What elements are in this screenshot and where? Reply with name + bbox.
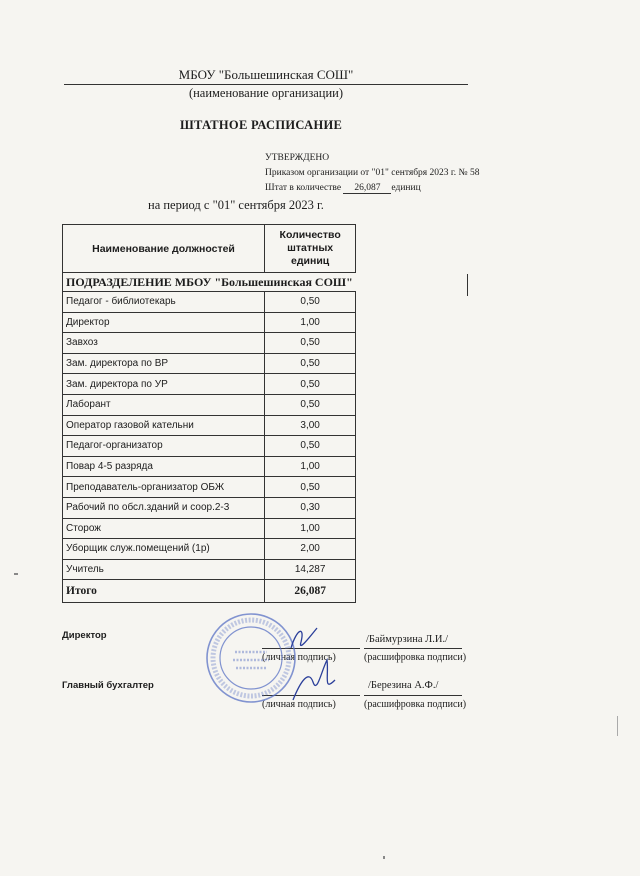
quantity-cell: 1,00 bbox=[265, 518, 356, 539]
quantity-cell: 2,00 bbox=[265, 539, 356, 560]
table-row bbox=[63, 292, 356, 313]
position-cell: Лаборант bbox=[63, 394, 265, 415]
position-cell: Сторож bbox=[63, 518, 265, 539]
document-title: ШТАТНОЕ РАСПИСАНИЕ bbox=[180, 118, 343, 132]
quantity-cell: 0,30 bbox=[265, 497, 356, 518]
column-header-quantity-line1: Количество bbox=[279, 229, 341, 241]
quantity-cell: 0,50 bbox=[265, 292, 356, 313]
period-line: на период с "01" сентября 2023 г. bbox=[148, 198, 324, 212]
table-row bbox=[63, 415, 356, 436]
table-row bbox=[63, 559, 356, 580]
accountant-label: Главный бухгалтер bbox=[62, 680, 154, 691]
quantity-cell: 1,00 bbox=[265, 312, 356, 333]
total-label: Итого bbox=[63, 580, 265, 603]
column-header-quantity-line2: штатных bbox=[287, 242, 334, 254]
position-cell: Завхоз bbox=[63, 333, 265, 354]
signature-scribbles bbox=[283, 620, 353, 710]
staff-count-suffix: единиц bbox=[391, 183, 421, 193]
table-row bbox=[63, 436, 356, 457]
table-row bbox=[63, 456, 356, 477]
quantity-cell: 0,50 bbox=[265, 477, 356, 498]
stamp-text-band bbox=[213, 620, 289, 696]
position-cell: Рабочий по обсл.зданий и соор.2-3 bbox=[63, 497, 265, 518]
quantity-cell: 0,50 bbox=[265, 394, 356, 415]
section-border-line bbox=[467, 274, 468, 296]
table-row bbox=[63, 333, 356, 354]
position-cell: Педагог - библиотекарь bbox=[63, 292, 265, 313]
scan-speck bbox=[383, 856, 385, 859]
column-header-position: Наименование должностей bbox=[63, 225, 265, 273]
director-name-line bbox=[364, 648, 462, 649]
total-value: 26,087 bbox=[265, 580, 356, 603]
director-name-hint: (расшифровка подписи) bbox=[364, 652, 467, 663]
quantity-cell: 0,50 bbox=[265, 333, 356, 354]
stamp-inner-ring bbox=[220, 627, 282, 689]
accountant-signature-hint: (личная подпись) bbox=[262, 699, 336, 710]
approval-order: Приказом организации от "01" сентября 2023 г. № 58 bbox=[265, 168, 480, 178]
approval-label: УТВЕРЖДЕНО bbox=[265, 153, 330, 163]
director-label: Директор bbox=[62, 630, 107, 641]
position-cell: Преподаватель-организатор ОБЖ bbox=[63, 477, 265, 498]
staff-count-line bbox=[265, 183, 421, 194]
table-row bbox=[63, 353, 356, 374]
position-cell: Оператор газовой кательни bbox=[63, 415, 265, 436]
column-header-quantity-line3: единиц bbox=[291, 255, 330, 267]
section-title: ПОДРАЗДЕЛЕНИЕ МБОУ "Большешинская СОШ" bbox=[63, 273, 356, 292]
table-row bbox=[63, 374, 356, 395]
position-cell: Уборщик служ.помещений (1р) bbox=[63, 539, 265, 560]
column-header-quantity bbox=[265, 225, 356, 273]
organization-name: МБОУ "Большешинская СОШ" bbox=[64, 67, 468, 85]
quantity-cell: 1,00 bbox=[265, 456, 356, 477]
organization-caption: (наименование организации) bbox=[188, 86, 344, 100]
director-signature-hint: (личная подпись) bbox=[262, 652, 336, 663]
director-signature-scribble bbox=[291, 628, 317, 648]
table-row bbox=[63, 518, 356, 539]
total-row bbox=[63, 580, 356, 603]
position-cell: Зам. директора по ВР bbox=[63, 353, 265, 374]
accountant-name: /Березина А.Ф./ bbox=[368, 680, 439, 691]
accountant-name-hint: (расшифровка подписи) bbox=[364, 699, 467, 710]
position-cell: Директор bbox=[63, 312, 265, 333]
table-header-row bbox=[63, 225, 356, 273]
table-row bbox=[63, 312, 356, 333]
quantity-cell: 3,00 bbox=[265, 415, 356, 436]
table-body bbox=[63, 292, 356, 580]
staff-table bbox=[62, 224, 356, 603]
table-row bbox=[63, 477, 356, 498]
staff-count-value: 26,087 bbox=[343, 183, 391, 194]
table-row bbox=[63, 539, 356, 560]
scan-edge-mark bbox=[617, 716, 618, 736]
table-row bbox=[63, 497, 356, 518]
accountant-signature-scribble bbox=[293, 660, 335, 700]
stamp-center-text bbox=[233, 652, 269, 668]
quantity-cell: 0,50 bbox=[265, 374, 356, 395]
quantity-cell: 0,50 bbox=[265, 353, 356, 374]
position-cell: Повар 4-5 разряда bbox=[63, 456, 265, 477]
quantity-cell: 14,287 bbox=[265, 559, 356, 580]
position-cell: Учитель bbox=[63, 559, 265, 580]
table-row bbox=[63, 394, 356, 415]
staff-count-prefix: Штат в количестве bbox=[265, 183, 342, 193]
scan-speck bbox=[14, 573, 18, 575]
position-cell: Педагог-организатор bbox=[63, 436, 265, 457]
quantity-cell: 0,50 bbox=[265, 436, 356, 457]
director-name: /Баймурзина Л.И./ bbox=[366, 634, 449, 645]
accountant-name-line bbox=[364, 695, 462, 696]
position-cell: Зам. директора по УР bbox=[63, 374, 265, 395]
section-row bbox=[63, 273, 356, 292]
